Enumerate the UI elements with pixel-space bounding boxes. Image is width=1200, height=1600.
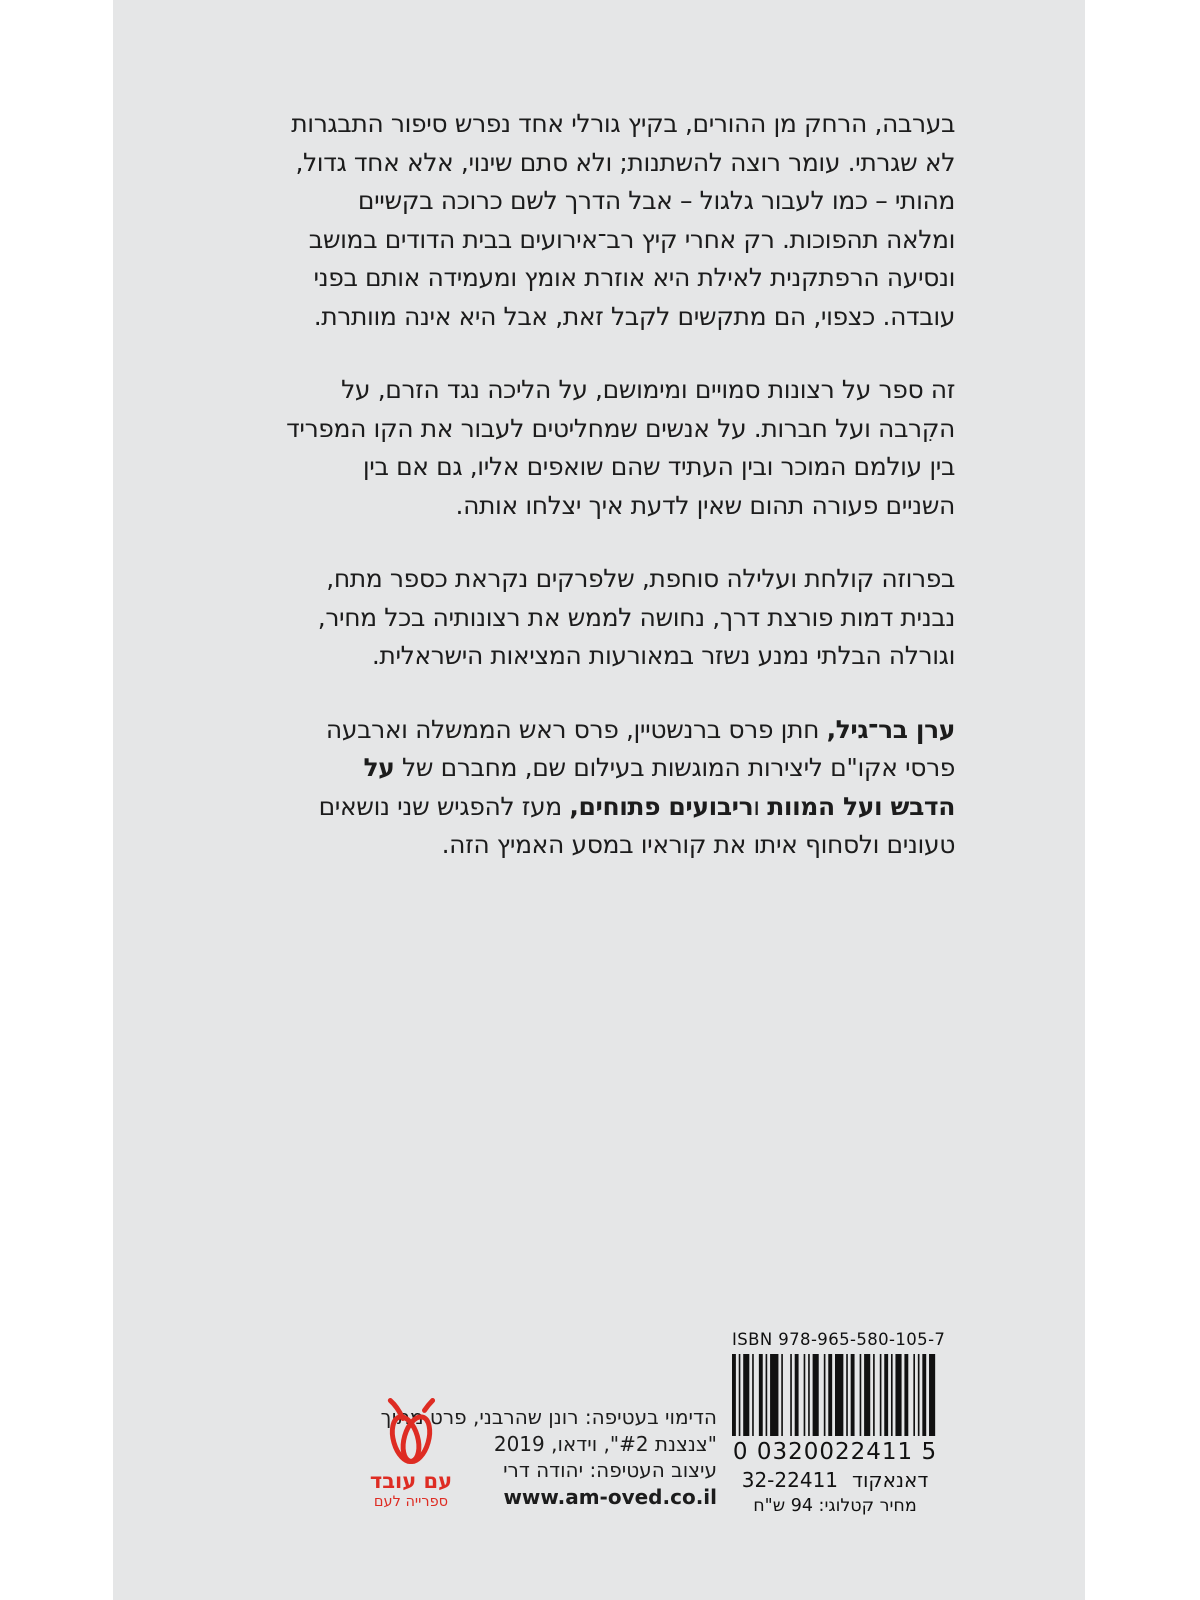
credit-line: www.am-oved.co.il: [503, 1484, 717, 1509]
barcode-digits: 0 0320022411 5: [732, 1439, 938, 1465]
synopsis-paragraph: [286, 105, 955, 336]
synopsis-paragraph: [286, 371, 955, 525]
synopsis-line: ומלאה תהפוכות. רק אחרי קיץ רב־אירועים בבית הדודים במושב: [308, 224, 955, 254]
barcode-icon: [732, 1354, 938, 1436]
book-back-cover: [113, 0, 1085, 1600]
danacode-label: דאנאקוד: [852, 1468, 929, 1492]
synopsis-text: [286, 105, 955, 900]
credit-line: "צנצנת #2", וידאו, 2019: [493, 1431, 717, 1456]
synopsis-line: לא שגרתי. עומר רוצה להשתנות; ולא סתם שינוי, אלא אחד גדול,: [295, 147, 955, 177]
credit-line: הדימוי בעטיפה: רונן שהרבני, פרט מתוך: [380, 1405, 717, 1429]
synopsis-line: פרסי אקו"ם ליצירות המוגשות בעילום שם, מחברם של על: [363, 753, 955, 782]
catalog-price: מחיר קטלוגי: 94 ש"ח: [753, 1496, 917, 1516]
synopsis-line: בפרוזה קולחת ועלילה סוחפת, שלפרקים נקראת כספר מתח,: [326, 564, 955, 593]
synopsis-paragraph: [286, 711, 955, 865]
synopsis-paragraph: [286, 560, 955, 676]
synopsis-line: בין עולמם המוכר ובין העתיד שהם שואפים אליו, גם אם בין: [362, 452, 955, 481]
am-oved-logo-icon: [383, 1396, 439, 1468]
credit-line: עיצוב העטיפה: יהודה דרי: [503, 1458, 717, 1482]
synopsis-line: בערבה, הרחק מן ההורים, בקיץ גורלי אחד נפרש סיפור התבגרות: [291, 109, 955, 138]
synopsis-line: הקִרבה ועל חברות. על אנשים שמחליטים לעבור את הקו המפריד: [286, 413, 955, 443]
synopsis-line: השניים פעורה תהום שאין לדעת איך יצלחו אותה.: [455, 490, 955, 520]
synopsis-line: עובדה. כצפוי, הם מתקשים לקבל זאת, אבל היא אינה מוותרת.: [313, 301, 955, 331]
publisher-name: עם עובד: [369, 1469, 453, 1493]
synopsis-line: ערן בר־גיל, חתן פרס ברנשטיין, פרס ראש הממשלה וארבעה: [325, 714, 955, 744]
synopsis-line: זה ספר על רצונות סמויים ומימושם, על הליכה נגד הזרם, על: [341, 375, 955, 404]
synopsis-line: הדבש ועל המוות וריבועים פתוחים, מעז להפגיש שני נושאים: [318, 791, 955, 821]
publisher-logo: [365, 1396, 457, 1510]
synopsis-line: ונסיעה הרפתקנית לאילת היא אוזרת אומץ ומעמידה אותם בפני: [313, 263, 955, 292]
danacode-line: [732, 1468, 938, 1492]
danacode-value: 32-22411: [741, 1468, 839, 1492]
synopsis-line: טעונים ולסחוף איתו את קוראיו במסע האמיץ הזה.: [441, 830, 955, 859]
synopsis-line: מהותי – כמו לעבור גלגול – אבל הדרך לשם כרוכה בקשיים: [357, 186, 955, 215]
publisher-subtitle: ספרייה לעם: [373, 1494, 449, 1510]
barcode-block: [732, 1330, 946, 1516]
isbn-number: ISBN 978-965-580-105-7: [732, 1330, 946, 1349]
synopsis-line: נבנית דמות פורצת דרך, נחושה לממש את רצונותיה בכל מחיר,: [317, 602, 955, 632]
synopsis-line: וגורלה הבלתי נמנע נשזר במאורעות המציאות הישראלית.: [371, 641, 955, 670]
